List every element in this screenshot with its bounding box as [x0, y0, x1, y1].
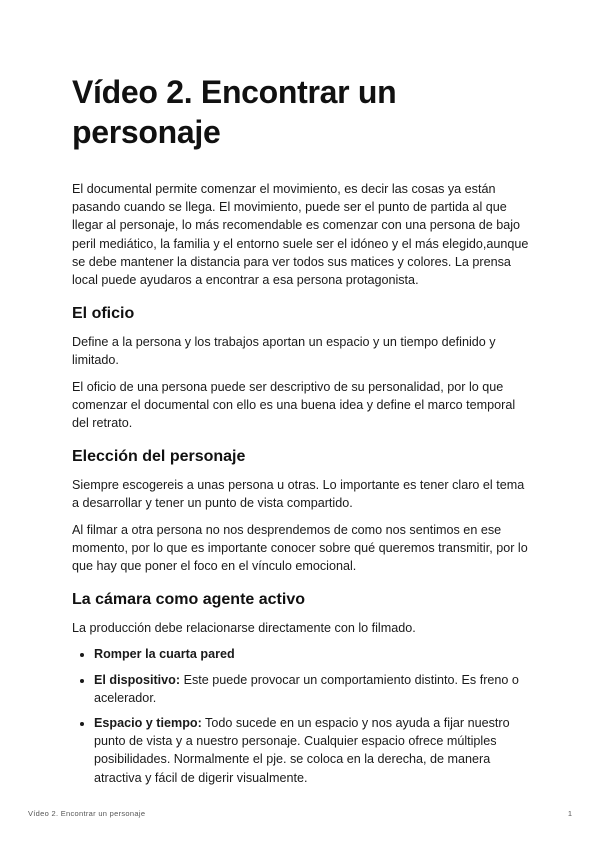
list-item-bold: Espacio y tiempo:	[94, 716, 202, 731]
eleccion-paragraph-1: Siempre escogereis a unas persona u otras. Lo importante es tener claro el tema a desarrollar y tener un punto de vista compartido.	[72, 478, 525, 511]
page-title: Vídeo 2. Encontrar un personaje	[72, 74, 397, 150]
camara-bullet-list	[72, 645, 532, 786]
list-item	[94, 645, 532, 663]
document-page	[72, 72, 532, 794]
list-item-text: Este puede provocar un comportamiento distinto. Es freno o acelerador.	[94, 672, 519, 705]
eleccion-paragraph-2: Al filmar a otra persona no nos desprendemos de como nos sentimos en ese momento, por lo que es importante conocer sobre qué queremos transmitir, por lo que hay que poner el foco en el vínculo emocional.	[72, 522, 528, 574]
list-item-text: Todo sucede en un espacio y nos ayuda a fijar nuestro punto de vista y a nuestro personaje. Cualquier espacio ofrece múltiples posibilidades. Normalmente el pje. se coloca en la derecha, de manera atractiva y fácil de digerir visualmente.	[94, 716, 510, 785]
section-heading-oficio: El oficio	[72, 305, 135, 323]
section-heading-eleccion: Elección del personaje	[72, 448, 246, 466]
oficio-paragraph-2: El oficio de una persona puede ser descriptivo de su personalidad, por lo que comenzar el documental con ello es una buena idea y define el marco temporal del retrato.	[72, 379, 516, 431]
oficio-paragraph-1: Define a la persona y los trabajos aportan un espacio y un tiempo definido y limitado.	[72, 335, 496, 368]
list-item	[94, 714, 532, 787]
section-heading-camara: La cámara como agente activo	[72, 591, 305, 609]
footer-title: Vídeo 2. Encontrar un personaje	[28, 809, 146, 818]
camara-paragraph-1: La producción debe relacionarse directamente con lo filmado.	[72, 621, 416, 636]
list-item-bold: Romper la cuarta pared	[94, 647, 235, 662]
list-item-bold: El dispositivo:	[94, 672, 181, 687]
page-footer	[28, 809, 572, 823]
list-item	[94, 671, 532, 707]
intro-paragraph: El documental permite comenzar el movimiento, es decir las cosas ya están pasando cuando se llega. El movimiento, puede ser el punto de partida al que llegar al personaje, lo más recomendable es comenzar con una persona de bajo peril mediático, la familia y el entorno suele ser el idóneo y el más elegido,aunque se debe mantener la distancia para ver todos sus matices y colores. La prensa local puede ayudaros a encontrar a esa persona protagonista.	[72, 182, 529, 288]
page-number: 1	[567, 809, 572, 818]
